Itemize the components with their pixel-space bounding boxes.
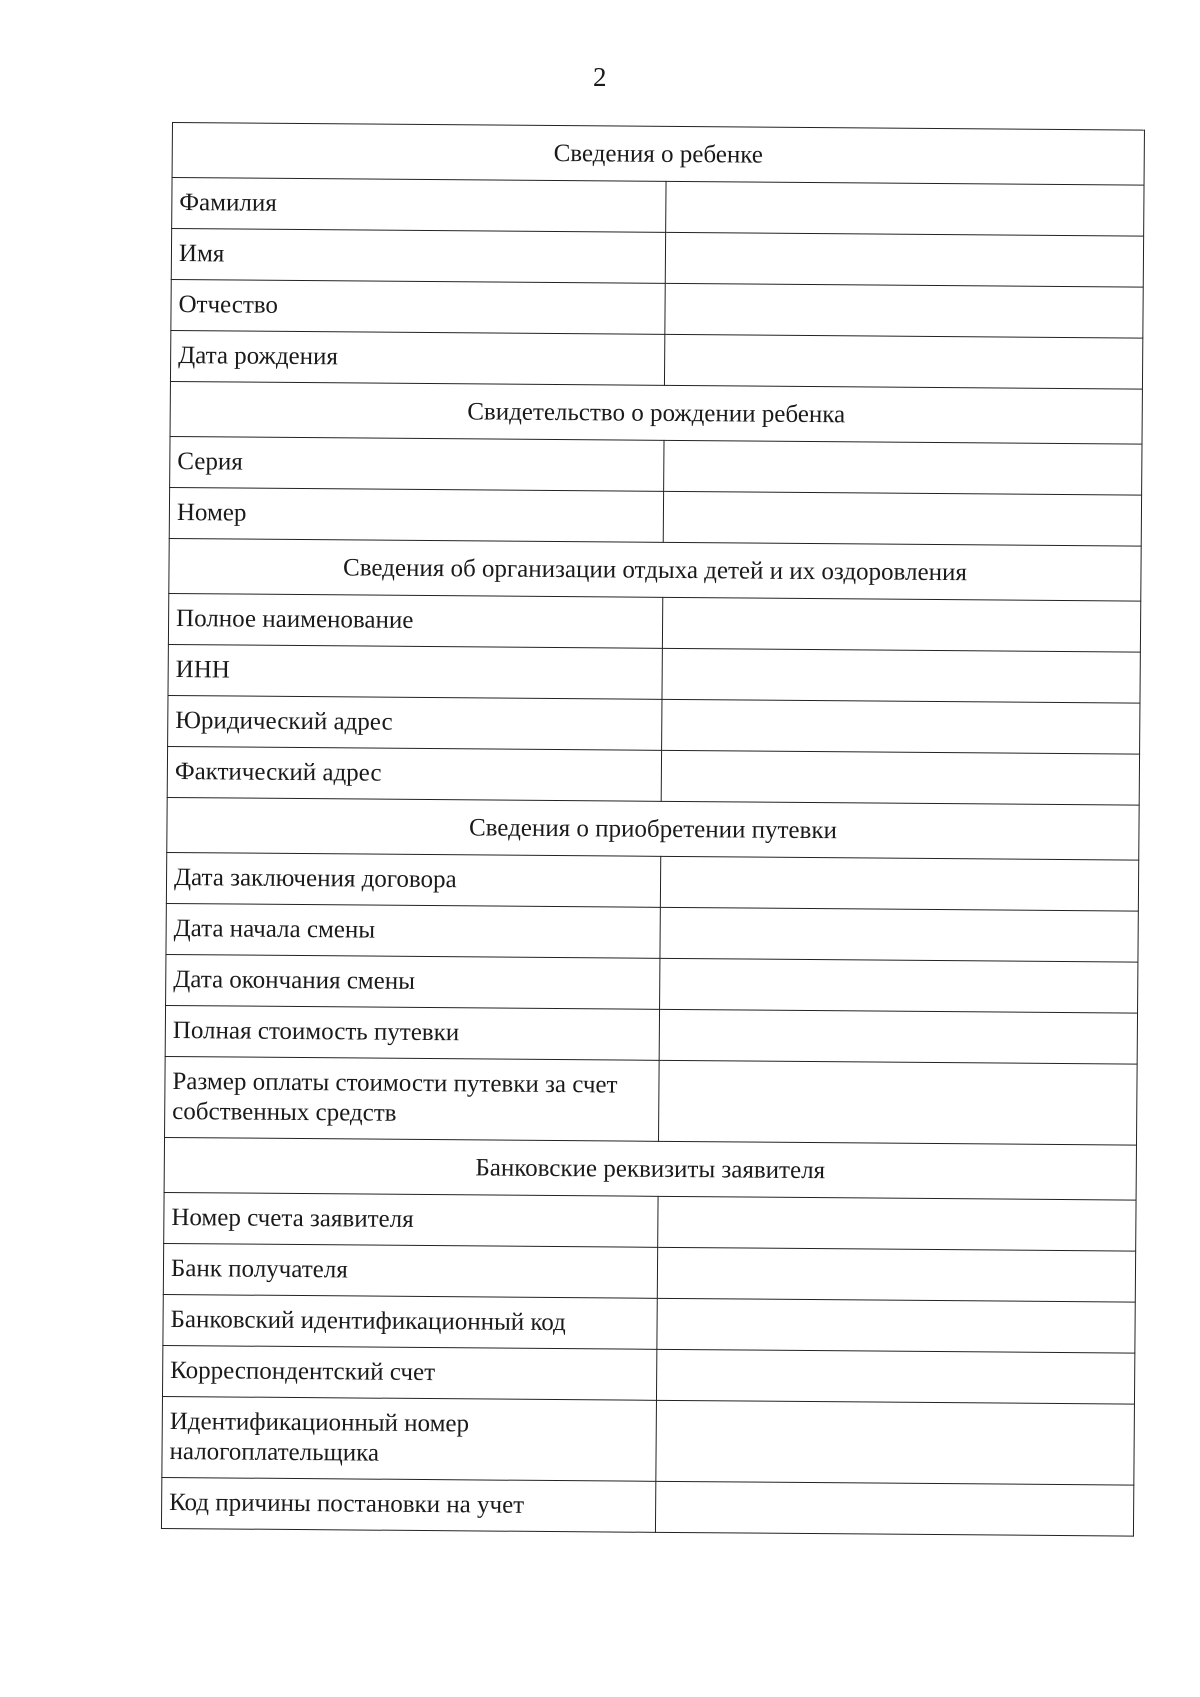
field-label: Дата начала смены [166, 903, 660, 958]
field-value-cell[interactable] [666, 181, 1144, 236]
field-label: Имя [171, 229, 665, 284]
section-header-row [170, 381, 1142, 444]
page-number: 2 [593, 62, 607, 92]
field-value-cell[interactable] [656, 1400, 1135, 1485]
form-row [165, 1005, 1137, 1064]
form-body [161, 123, 1144, 1537]
form-row [170, 330, 1142, 389]
form-row [171, 229, 1143, 288]
field-value-cell[interactable] [664, 440, 1142, 495]
field-value-cell[interactable] [665, 283, 1143, 338]
field-label: Номер счета заявителя [164, 1192, 658, 1247]
section-title: Сведения о приобретении путевки [167, 797, 1139, 860]
field-value-cell[interactable] [655, 1481, 1133, 1536]
field-value-cell[interactable] [656, 1349, 1134, 1404]
field-value-cell[interactable] [657, 1298, 1135, 1353]
form-row [165, 1056, 1138, 1145]
field-value-cell[interactable] [660, 856, 1138, 911]
form-row [162, 1345, 1134, 1404]
field-value-cell[interactable] [659, 1060, 1138, 1145]
field-value-cell[interactable] [658, 1196, 1136, 1251]
field-value-cell[interactable] [664, 334, 1142, 389]
field-label: Фактический адрес [167, 746, 661, 801]
form-row [166, 954, 1138, 1013]
form-row [172, 178, 1144, 237]
field-label: Юридический адрес [168, 695, 662, 750]
form-row [162, 1396, 1135, 1485]
field-label: Идентификационный номер налогоплательщика [162, 1396, 657, 1481]
section-title: Свидетельство о рождении ребенка [170, 381, 1142, 444]
field-label: Дата заключения договора [166, 852, 660, 907]
section-header-row [169, 538, 1141, 601]
field-label: Полное наименование [168, 593, 662, 648]
field-value-cell[interactable] [660, 907, 1138, 962]
section-title: Сведения о ребенке [172, 123, 1144, 186]
form-row [161, 1477, 1133, 1536]
form-row [167, 746, 1139, 805]
field-label: Банковский идентификационный код [163, 1294, 657, 1349]
form-row [169, 487, 1141, 546]
section-title: Банковские реквизиты заявителя [164, 1137, 1136, 1200]
field-label: Номер [169, 487, 663, 542]
field-value-cell[interactable] [665, 232, 1143, 287]
application-form-table [161, 122, 1145, 1537]
field-label: Дата рождения [170, 330, 664, 385]
form-row [168, 593, 1140, 652]
field-label: Дата окончания смены [166, 954, 660, 1009]
field-label: Код причины постановки на учет [161, 1477, 655, 1532]
field-value-cell[interactable] [661, 750, 1139, 805]
form-row [163, 1243, 1135, 1302]
field-value-cell[interactable] [663, 491, 1141, 546]
field-value-cell[interactable] [662, 648, 1140, 703]
field-label: Отчество [171, 279, 665, 334]
section-header-row [164, 1137, 1136, 1200]
form-row [166, 852, 1138, 911]
field-value-cell[interactable] [659, 1009, 1137, 1064]
field-label: ИНН [168, 644, 662, 699]
field-value-cell[interactable] [662, 597, 1140, 652]
form-row [164, 1192, 1136, 1251]
form-row [171, 279, 1143, 338]
field-label: Серия [170, 436, 664, 491]
form-row [168, 644, 1140, 703]
form-row [163, 1294, 1135, 1353]
field-label: Размер оплаты стоимости путевки за счет собственных средств [165, 1056, 660, 1141]
field-value-cell[interactable] [657, 1247, 1135, 1302]
form-row [168, 695, 1140, 754]
field-label: Банк получателя [163, 1243, 657, 1298]
field-label: Фамилия [172, 178, 666, 233]
form-row [170, 436, 1142, 495]
section-header-row [167, 797, 1139, 860]
field-label: Полная стоимость путевки [165, 1005, 659, 1060]
field-value-cell[interactable] [660, 958, 1138, 1013]
section-title: Сведения об организации отдыха детей и их оздоровления [169, 538, 1141, 601]
field-label: Корреспондентский счет [162, 1345, 656, 1400]
section-header-row [172, 123, 1144, 186]
form-row [166, 903, 1138, 962]
field-value-cell[interactable] [662, 699, 1140, 754]
